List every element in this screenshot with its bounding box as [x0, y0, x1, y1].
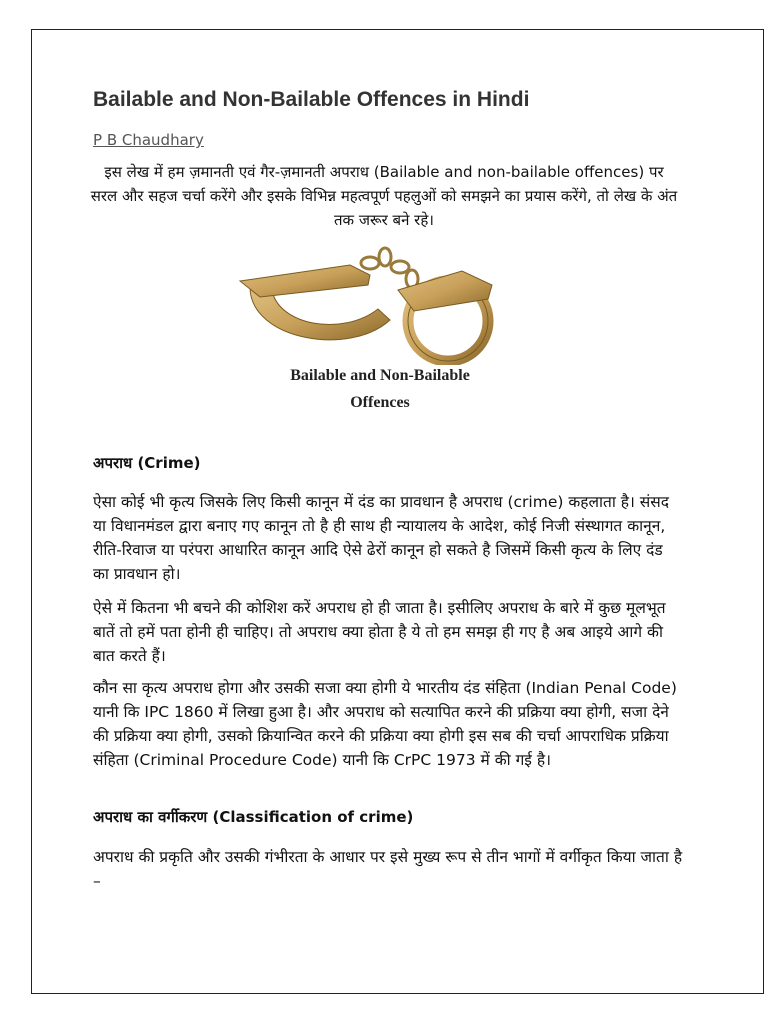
- intro-paragraph: इस लेख में हम ज़मानती एवं गैर-ज़मानती अपराध (Bailable and non-bailable offences) पर सरल और सहज चर्चा करेंगे और इसके विभिन्न महत्वपूर्ण पहलुओं को समझने का प्रयास करेंगे, तो लेख के अंत तक जरूर बने रहे।: [90, 163, 678, 229]
- crime-paragraph-3: कौन सा कृत्य अपराध होगा और उसकी सजा क्या होगी ये भारतीय दंड संहिता (Indian Penal Code) यानी कि IPC 1860 में लिखा हुआ है। और अपराध को सत्यापित करने की प्रक्रिया क्या होगी, सजा देने की प्रक्रिया क्या होगी, उसको क्रियान्वित करने की प्रक्रिया क्या होगी इस सब की चर्चा आपराधिक प्रक्रिया संहिता (Criminal Procedure Code) यानी कि CrPC 1973 में की गई है।: [93, 679, 677, 769]
- handcuffs-figure: [230, 245, 530, 420]
- classification-paragraph: अपराध की प्रकृति और उसकी गंभीरता के आधार पर इसे मुख्य रूप से तीन भागों में वर्गीकृत किया जाता है –: [93, 848, 683, 890]
- section-heading-classification: अपराध का वर्गीकरण (Classification of crime): [93, 808, 414, 826]
- handcuffs-image: [230, 245, 530, 365]
- article-title: Bailable and Non-Bailable Offences in Hindi: [93, 88, 530, 111]
- crime-paragraph-2: ऐसे में कितना भी बचने की कोशिश करें अपराध हो ही जाता है। इसीलिए अपराध के बारे में कुछ मूलभूत बातें तो हमें पता होनी ही चाहिए। तो अपराध क्या होता है ये तो हम समझ ही गए है अब आइये आगे की बात करते हैं।: [93, 599, 666, 665]
- figure-caption-line1: Bailable and Non-Bailable: [290, 367, 470, 384]
- section-heading-crime: अपराध (Crime): [93, 454, 201, 472]
- figure-caption-line2: Offences: [350, 394, 410, 411]
- author-link[interactable]: P B Chaudhary: [93, 131, 204, 149]
- crime-paragraph-1: ऐसा कोई भी कृत्य जिसके लिए किसी कानून में दंड का प्रावधान है अपराध (crime) कहलाता है। संसद या विधानमंडल द्वारा बनाए गए कानून तो है ही साथ ही न्यायालय के आदेश, कोई निजी संस्थागत कानून, रीति-रिवाज या परंपरा आधारित कानून आदि ऐसे ढेरों कानून हो सकते है जिसमें किसी कृत्य के लिए दंड का प्रावधान हो।: [93, 493, 669, 583]
